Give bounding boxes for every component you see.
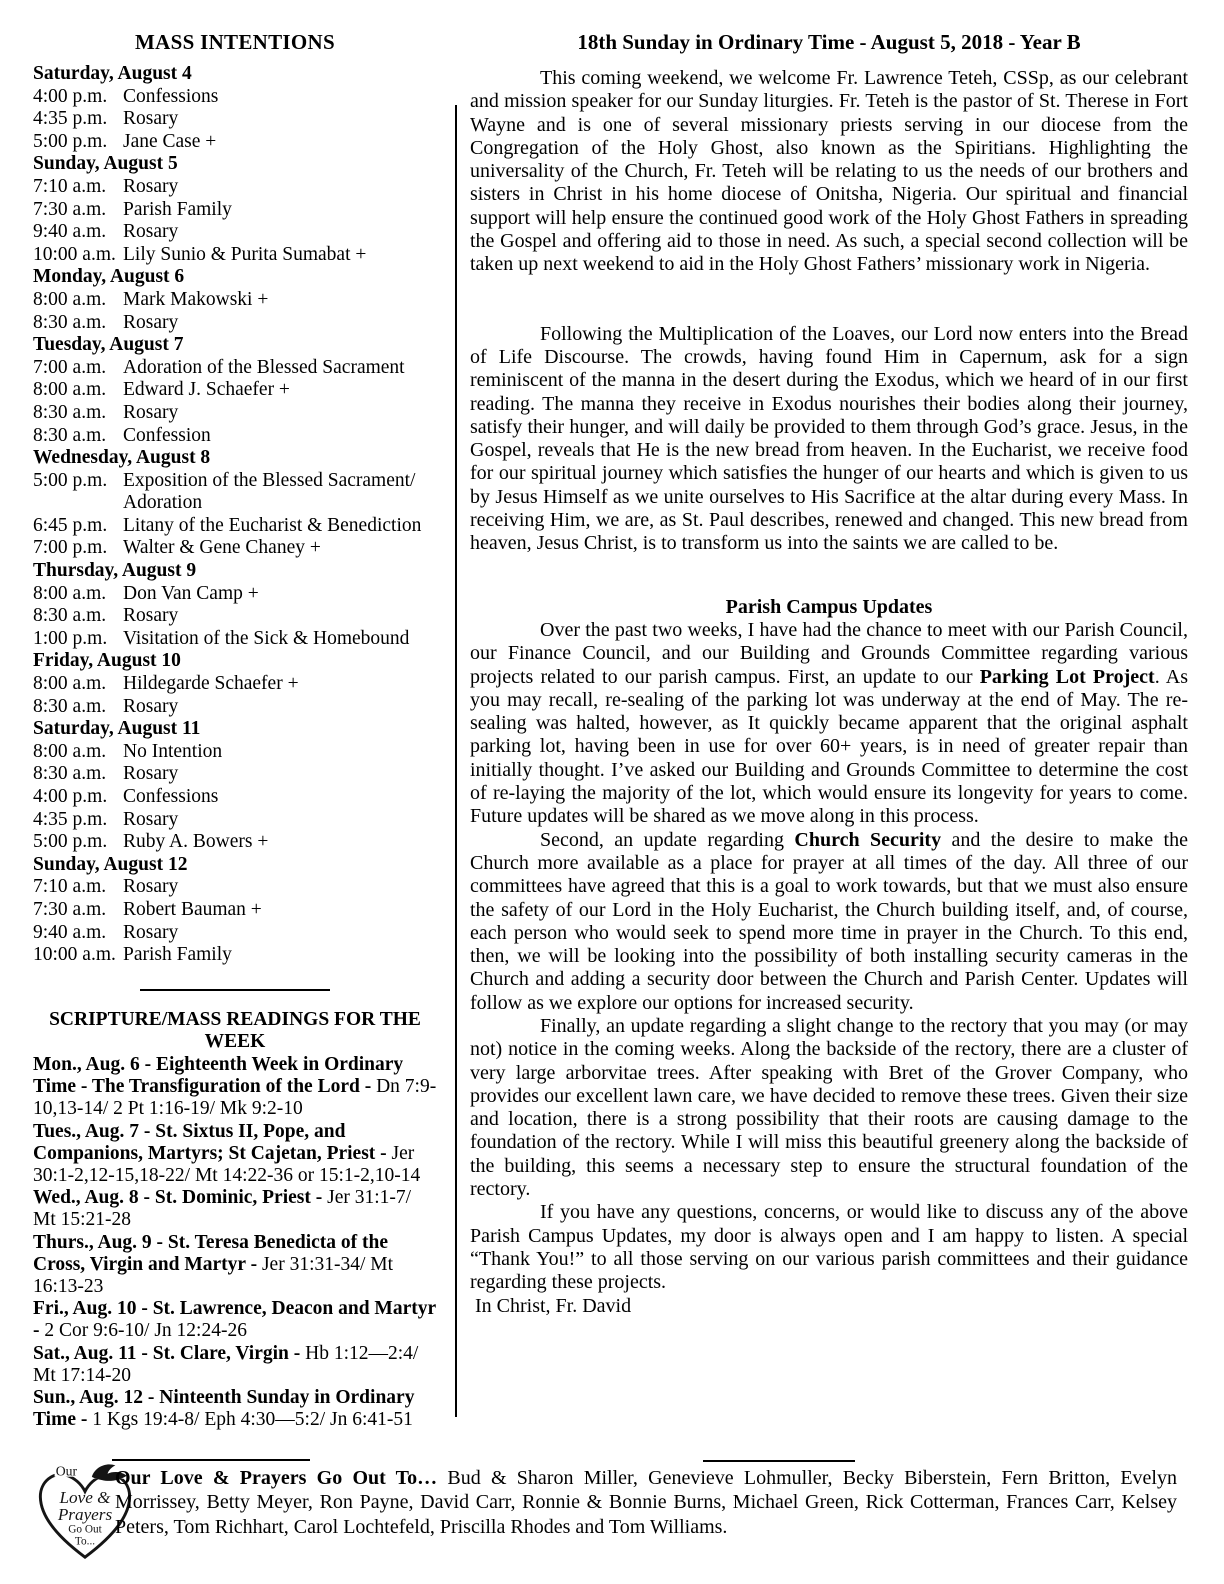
mass-intention-row — [33, 515, 437, 538]
mass-intention-text: Friday, August 10 — [33, 650, 181, 672]
mass-intention-row — [33, 673, 437, 696]
paragraph-segment: and the desire to make the Church more available as a place for prayer at all times of the day. All three of our committees have agreed that this is a goal to work towards, but that we must also ensure the safety of our Lord in the Holy Eucharist, the Church building itself, and, of course, each person who would seek to spend more time in prayer in the Church. To this end, then, we will be looking into the possibility of both installing security cameras in the Church and adding a security door between the Church and Parish Center. Updates will follow as we explore our options for increased security. — [470, 828, 1188, 1014]
mass-intention-time: 7:10 a.m. — [33, 876, 107, 898]
mass-intention-row — [33, 86, 437, 109]
prayers-list — [115, 1466, 1177, 1539]
mass-intention-row — [33, 108, 437, 131]
reading-entry — [33, 1187, 437, 1231]
mass-intention-text: Rosary — [123, 876, 179, 898]
mass-intention-text: Parish Family — [123, 944, 232, 966]
footer-rule-left — [112, 1459, 310, 1461]
logo-word-prayers: Prayers — [57, 1504, 113, 1524]
reading-day-feast: Sun., Aug. 12 - Ninteenth Sunday in Ordinary Time - — [33, 1386, 415, 1431]
mass-intention-text: Rosary — [123, 108, 179, 130]
mass-intention-text: Rosary — [123, 808, 179, 830]
mass-intention-row — [33, 492, 437, 515]
mass-intention-row — [33, 763, 437, 786]
mass-intention-text: Monday, August 6 — [33, 266, 185, 288]
mass-intention-text: Sunday, August 5 — [33, 153, 178, 175]
paragraph-segment: . As you may recall, re-sealing of the parking lot was underway at the end of May. The re-sealing was halted, however, as It quickly became apparent that the original asphalt parking lot, having been in use for over 60+ years, is in need of greater repair than initially thought. I’ve asked our Building and Grounds Committee to determine the cost of re-laying the majority of the lot, which would ensure its longevity for years to come. Future updates will be shared as we move along in this process. — [470, 665, 1188, 828]
mass-intention-text: No Intention — [123, 740, 223, 762]
mass-intention-text: Ruby A. Bowers + — [123, 831, 269, 853]
mass-intentions-list — [33, 63, 437, 967]
reading-entry — [33, 1387, 437, 1431]
reading-citations: 1 Kgs 19:4-8/ Eph 4:30—5:2/ Jn 6:41-51 — [92, 1409, 413, 1431]
mass-intention-text: Jane Case + — [123, 130, 217, 152]
mass-intention-text: Tuesday, August 7 — [33, 334, 184, 356]
mass-intention-row — [33, 176, 437, 199]
reading-citations: Jer 31:31-34/ Mt 16:13-23 — [33, 1253, 394, 1297]
mass-intention-row — [33, 357, 437, 380]
mass-intention-text: Confessions — [123, 786, 219, 807]
signoff: In Christ, Fr. David — [475, 1294, 632, 1317]
paragraph-welcome: This coming weekend, we welcome Fr. Lawrence Teteh, CSSp, as our celebrant and mission speaker for our Sunday liturgies. Fr. Teteh is the pastor of St. Therese in Fort Wayne and is one of several missionary priests serving in our diocese from the Congregation of the Holy Ghost, also known as the Spiritians. Highlighting the universality of the Church, Fr. Teteh will be relating to us the needs of our brothers and sisters in Christ in his home diocese of Onitsha, Nigeria. Our spiritual and financial support will help ensure the continued good work of the Holy Ghost Fathers in spreading the Gospel and offering aid to those in need. As such, a special second collection will be taken up next weekend to aid in the Holy Ghost Fathers’ missionary work in Nigeria. — [470, 67, 1188, 276]
mass-intention-row — [33, 537, 437, 560]
section-divider — [140, 989, 330, 991]
mass-intention-time: 8:00 a.m. — [33, 582, 107, 604]
paragraph-segment: Church Security — [794, 828, 942, 851]
logo-word-love: Love & — [59, 1488, 111, 1508]
mass-intention-time: 1:00 p.m. — [33, 627, 108, 649]
mass-intention-text: Sunday, August 12 — [33, 853, 188, 875]
mass-intentions-title: MASS INTENTIONS — [135, 30, 335, 54]
mass-intention-time: 8:30 a.m. — [33, 401, 107, 423]
mass-intention-time: 8:30 a.m. — [33, 763, 107, 785]
mass-intention-row — [33, 199, 437, 222]
mass-intention-time: 4:35 p.m. — [33, 108, 108, 130]
mass-intentions-column — [33, 30, 437, 1431]
mass-intention-time: 7:30 a.m. — [33, 898, 107, 920]
mass-intention-text: Robert Bauman + — [123, 898, 262, 920]
mass-intention-row — [33, 899, 437, 922]
mass-intention-text: Exposition of the Blessed Sacrament/ — [123, 469, 416, 491]
paragraph-church-security — [470, 829, 1188, 1015]
mass-intention-text: Edward J. Schaefer + — [123, 379, 290, 401]
logo-word-our: Our — [55, 1463, 78, 1479]
mass-intention-text: Rosary — [123, 921, 179, 943]
mass-intention-text: Don Van Camp + — [123, 582, 259, 604]
reading-citations: 2 Cor 9:6-10/ Jn 12:24-26 — [44, 1320, 247, 1342]
reading-citations: Hb 1:12—2:4/ Mt 17:14-20 — [33, 1342, 419, 1386]
mass-intention-row — [33, 312, 437, 335]
mass-intention-row — [33, 153, 437, 176]
mass-intention-row — [33, 854, 437, 877]
reading-entry — [33, 1232, 437, 1299]
readings-title-line2: WEEK — [204, 1031, 266, 1053]
mass-intention-text: Saturday, August 11 — [33, 718, 201, 740]
readings-title-line1: SCRIPTURE/MASS READINGS FOR THE — [49, 1008, 421, 1030]
mass-intention-row — [33, 718, 437, 741]
mass-intention-row — [33, 379, 437, 402]
mass-intention-text: Hildegarde Schaefer + — [123, 673, 299, 695]
mass-intention-text: Lily Sunio & Purita Sumabat + — [123, 243, 367, 265]
mass-intention-time: 7:10 a.m. — [33, 175, 107, 197]
mass-intention-text: Walter & Gene Chaney + — [123, 537, 321, 559]
paragraph-questions: If you have any questions, concerns, or would like to discuss any of the above Parish Campus Updates, my door is always open and I am happy to listen. A special “Thank You!” to all those serving on our various parish committees and their guidance regarding these projects. — [470, 1201, 1188, 1294]
mass-intention-row — [33, 63, 437, 86]
mass-intention-text: Rosary — [123, 401, 179, 423]
mass-intention-text: Adoration — [123, 492, 203, 514]
mass-intention-time: 8:00 a.m. — [33, 288, 107, 310]
paragraph-segment: Parking Lot Project — [979, 665, 1155, 688]
mass-intention-row — [33, 786, 437, 809]
mass-intention-time — [33, 492, 123, 515]
mass-intention-time: 10:00 a.m. — [33, 243, 116, 265]
mass-intention-text: Rosary — [123, 605, 179, 627]
reading-day-feast: Mon., Aug. 6 - Eighteenth Week in Ordinary Time - The Transfiguration of the Lord - — [33, 1053, 404, 1098]
mass-intention-text: Rosary — [123, 763, 179, 785]
mass-intention-row — [33, 266, 437, 289]
mass-intention-row — [33, 447, 437, 470]
mass-intention-time: 4:00 p.m. — [33, 786, 108, 807]
paragraph-rectory-trees: Finally, an update regarding a slight change to the rectory that you may (or may not) notice in the coming weeks. Along the backside of the rectory, there are a cluster of very large arborvitae trees. After speaking with Bret of the Grover Company, who provides our excellent lawn care, we have decided to remove these trees. Given their size and location, there is a strong possibility that their roots are causing damage to the foundation of the rectory. While I will miss this beautiful greenery along the backside of the building, this seems a necessary step to ensure the structural foundation of the rectory. — [470, 1014, 1188, 1201]
mass-intention-time: 6:45 p.m. — [33, 514, 108, 536]
mass-intention-text: Parish Family — [123, 198, 232, 220]
mass-intention-time: 8:00 a.m. — [33, 740, 107, 762]
prayers-names: Bud & Sharon Miller, Genevieve Lohmuller, Becky Biberstein, Fern Britton, Evelyn Morrissey, Betty Meyer, Ron Payne, David Carr, Ronnie & Bonnie Burns, Michael Green, Rick Cotterman, Frances Carr, Kelsey Peters, Tom Richhart, Carol Lochtefeld, Priscilla Rhodes and Tom Williams. — [115, 1467, 1177, 1538]
mass-intention-time: 9:40 a.m. — [33, 221, 107, 243]
bulletin-title: 18th Sunday in Ordinary Time - August 5, 2018 - Year B — [577, 30, 1081, 54]
paragraph-parking-lot — [470, 619, 1188, 829]
mass-intention-row — [33, 831, 437, 854]
mass-intention-time: 8:30 a.m. — [33, 605, 107, 627]
mass-intention-time: 8:30 a.m. — [33, 424, 107, 446]
mass-intention-row — [33, 628, 437, 651]
reading-entry — [33, 1054, 437, 1121]
reading-day-feast: Fri., Aug. 10 - St. Lawrence, Deacon and Martyr - — [33, 1298, 436, 1342]
prayers-lead-in: Our Love & Prayers Go Out To… — [115, 1467, 448, 1489]
reading-day-feast: Thurs., Aug. 9 - St. Teresa Benedicta of the Cross, Virgin and Martyr - — [33, 1231, 388, 1275]
reading-entry — [33, 1343, 437, 1387]
mass-intention-text: Saturday, August 4 — [33, 63, 192, 84]
mass-intention-row — [33, 131, 437, 154]
mass-intention-text: Confession — [123, 424, 211, 446]
mass-intention-row — [33, 560, 437, 583]
mass-intention-row — [33, 650, 437, 673]
mass-intention-time: 5:00 p.m. — [33, 831, 108, 853]
paragraph-segment: Second, an update regarding — [540, 828, 795, 851]
footer-rule-right — [703, 1460, 855, 1462]
mass-intention-row — [33, 334, 437, 357]
mass-intention-time: 8:30 a.m. — [33, 695, 107, 717]
mass-intention-row — [33, 696, 437, 719]
mass-intention-text: Adoration of the Blessed Sacrament — [123, 356, 405, 378]
mass-intention-time: 5:00 p.m. — [33, 130, 108, 152]
mass-intention-time: 7:30 a.m. — [33, 198, 107, 220]
readings-list — [33, 1054, 437, 1431]
mass-intention-row — [33, 289, 437, 312]
mass-intention-row — [33, 425, 437, 448]
reading-day-feast: Tues., Aug. 7 - St. Sixtus II, Pope, and Companions, Martyrs; St Cajetan, Priest - — [33, 1120, 392, 1164]
mass-intention-text: Litany of the Eucharist & Benediction — [123, 514, 422, 536]
mass-intention-row — [33, 221, 437, 244]
mass-intention-row — [33, 244, 437, 267]
mass-intention-text: Visitation of the Sick & Homebound — [123, 627, 410, 649]
mass-intention-row — [33, 922, 437, 945]
mass-intention-time: 8:00 a.m. — [33, 379, 107, 401]
reading-citations: Dn 7:9-10,13-14/ 2 Pt 1:16-19/ Mk 9:2-10 — [33, 1076, 437, 1120]
mass-intention-text: Rosary — [123, 311, 179, 333]
reading-citations: Jer 30:1-2,12-15,18-22/ Mt 14:22-36 or 15:1-2,10-14 — [33, 1142, 421, 1186]
column-divider-rule — [455, 105, 457, 1417]
mass-intention-text: Rosary — [123, 695, 179, 717]
mass-intention-time: 4:35 p.m. — [33, 808, 108, 830]
reading-day-feast: Sat., Aug. 11 - St. Clare, Virgin - — [33, 1342, 306, 1364]
mass-intention-row — [33, 605, 437, 628]
mass-intention-row — [33, 944, 437, 967]
reading-citations: Jer 31:1-7/ Mt 15:21-28 — [33, 1187, 412, 1231]
parish-campus-updates-heading: Parish Campus Updates — [725, 595, 933, 618]
mass-intention-time: 7:00 p.m. — [33, 537, 108, 559]
mass-intention-time: 4:00 p.m. — [33, 85, 108, 107]
mass-intention-text: Rosary — [123, 221, 179, 243]
mass-intention-time: 10:00 a.m. — [33, 944, 116, 966]
mass-intention-row — [33, 741, 437, 764]
mass-intention-time: 8:00 a.m. — [33, 673, 107, 695]
pastor-letter-column — [470, 30, 1188, 1318]
reading-day-feast: Wed., Aug. 8 - St. Dominic, Priest - — [33, 1187, 328, 1209]
mass-intention-row — [33, 470, 437, 493]
mass-intention-time: 9:40 a.m. — [33, 921, 107, 943]
mass-intention-time: 7:00 a.m. — [33, 356, 107, 378]
mass-intention-row — [33, 809, 437, 832]
mass-intention-row — [33, 583, 437, 606]
mass-intention-time: 8:30 a.m. — [33, 311, 107, 333]
mass-intention-row — [33, 876, 437, 899]
logo-word-to: To... — [74, 1535, 96, 1548]
reading-entry — [33, 1298, 437, 1342]
mass-intention-text: Thursday, August 9 — [33, 560, 197, 582]
mass-intention-text: Wednesday, August 8 — [33, 447, 211, 469]
mass-intention-text: Rosary — [123, 175, 179, 197]
reading-entry — [33, 1121, 437, 1188]
paragraph-segment: Over the past two weeks, I have had the chance to meet with our Parish Council, our Finance Council, and our Building and Grounds Committee regarding various projects related to our parish campus. First, an update to our — [470, 618, 1188, 688]
mass-intention-time: 5:00 p.m. — [33, 469, 108, 491]
mass-intention-row — [33, 402, 437, 425]
mass-intention-text: Mark Makowski + — [123, 288, 269, 310]
logo-word-goout: Go Out — [68, 1523, 102, 1536]
mass-intention-text: Confessions — [123, 85, 219, 107]
paragraph-bread-of-life: Following the Multiplication of the Loaves, our Lord now enters into the Bread of Life Discourse. The crowds, having found Him in Capernum, ask for a sign reminiscent of the manna in the desert during the Exodus, which we heard of in our first reading. The manna they receive in Exodus nourishes their bodies along their journey, satisfy their hunger, and will daily be provided to them through God’s grace. Jesus, in the Gospel, reveals that He is the new bread from heaven. In the Eucharist, we receive food for our spiritual journey which satisfies the hunger of our hearts and which is given to us by Jesus Himself as we unite ourselves to His Sacrifice at the altar during every Mass. In receiving Him, we are, as St. Paul describes, renewed and changed. This new bread from heaven, Jesus Christ, is to transform us into the saints we are called to be. — [470, 322, 1188, 555]
